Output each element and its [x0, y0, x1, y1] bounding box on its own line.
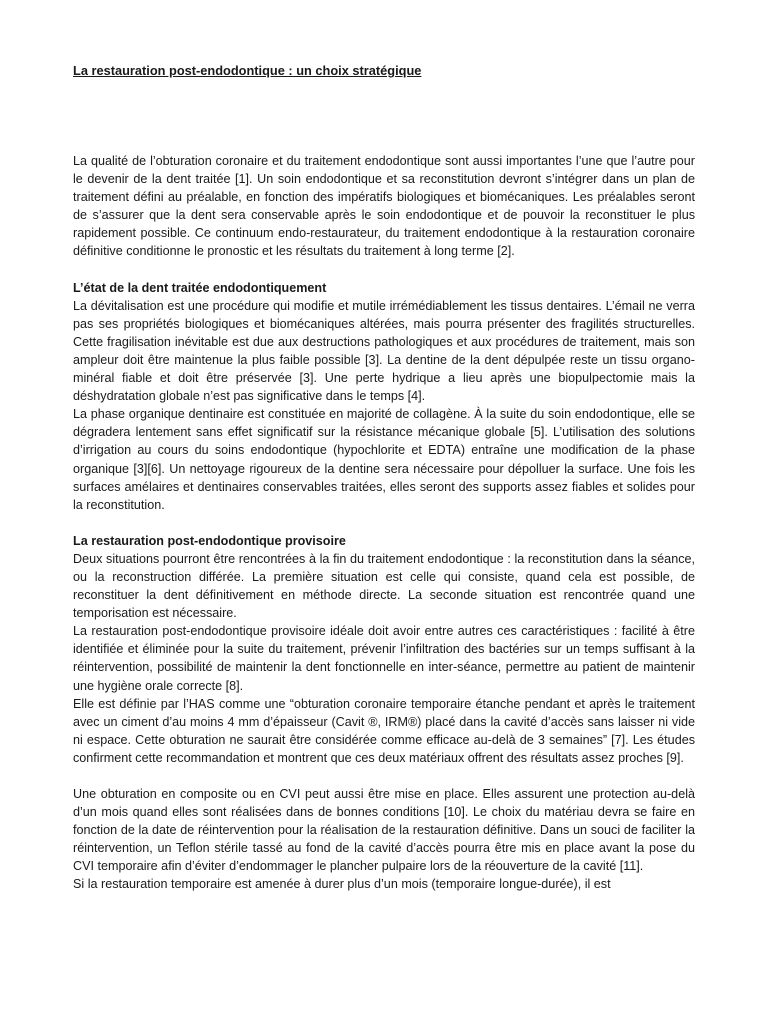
paragraph: La dévitalisation est une procédure qui modifie et mutile irrémédiablement les tissus dentaires. L’émail ne verra pas ses propriétés biologiques et biomécaniques altérées, mais pourra présenter des fragilités structurelles. Cette fragilisation inévitable est due aux destructions pathologiques et aux procédures de traitement, mais son ampleur doit être maintenue la plus faible possible [3]. La dentine de la dent dépulpée reste un tissu organo-minéral fiable et doit être préservée [3]. Une perte hydrique a lieu après une biopulpectomie mais la déshydratation globale n’est pas significative dans le temps [4]. [73, 298, 695, 404]
document-title: La restauration post-endodontique : un choix stratégique [73, 63, 422, 78]
paragraph: La restauration post-endodontique provisoire idéale doit avoir entre autres ces caractéristiques : facilité à être identifiée et éliminée pour la suite du traitement, prévenir l’infiltration des bactéries sur un temps suffisant à la réintervention, possibilité de maintenir la dent fonctionnelle en inter-séance, permettre au patient de maintenir une hygiène orale correcte [8]. [73, 624, 695, 693]
section-heading-restauration-provisoire: La restauration post-endodontique provisoire [73, 533, 346, 548]
paragraph: Deux situations pourront être rencontrées à la fin du traitement endodontique : la reconstitution dans la séance, ou la reconstruction différée. La première situation est celle qui consiste, quand cela est possible, de reconstituer la dent définitivement en méthode directe. La seconde situation est rencontrée quand une temporisation est nécessaire. [73, 551, 695, 621]
paragraph: Si la restauration temporaire est amenée à durer plus d’un mois (temporaire longue-durée), il est [73, 877, 611, 892]
section-spacing [73, 767, 695, 785]
title-spacing [73, 80, 695, 152]
document-body [73, 62, 695, 894]
section-heading-etat-dent: L’état de la dent traitée endodontiquement [73, 280, 327, 295]
paragraph: Elle est définie par l’HAS comme une “obturation coronaire temporaire étanche pendant et après le traitement avec un ciment d’au moins 4 mm d’épaisseur (Cavit ®, IRM®) placé dans la cavité d’accès sans laisser ni vide ni espace. Cette obturation ne saurait être considérée comme efficace au-delà de 3 semaines” [7]. Les études confirment cette recommandation et montrent que ces deux matériaux offrent des résultats assez proches [9]. [73, 696, 695, 765]
paragraph: La phase organique dentinaire est constituée en majorité de collagène. À la suite du soin endodontique, elle se dégradera lentement sans effet significatif sur la résistance mécanique globale [5]. L’utilisation des solutions d’irrigation au cours du soins endodontique (hypochlorite et EDTA) entraîne une modification de la phase organique [3][6]. Un nettoyage rigoureux de la dentine sera nécessaire pour dépolluer la surface. Une fois les surfaces amélaires et dentinaires conservables traitées, elles seront des supports assez fiables et solides pour la reconstitution. [73, 407, 695, 512]
paragraph: Une obturation en composite ou en CVI peut aussi être mise en place. Elles assurent une protection au-delà d’un mois quand elles sont réalisées dans de bonnes conditions [10]. Le choix du matériau devra se faire en fonction de la date de réintervention pour la réalisation de la restauration définitive. Dans un souci de faciliter la réintervention, un Teflon stérile tassé au fond de la cavité d’accès pourra être mis en place avant la pose du CVI temporaire afin d’éviter d’endommager le plancher pulpaire lors de la réouverture de la cavité [11]. [73, 787, 695, 874]
section-spacing [73, 514, 695, 532]
intro-paragraph: La qualité de l’obturation coronaire et du traitement endodontique sont aussi importantes l’une que l’autre pour le devenir de la dent traitée [1]. Un soin endodontique et sa reconstitution devront s’intégrer dans un plan de traitement défini au préalable, en fonction des impératifs biologiques et biomécaniques. Les préalables seront de s’assurer que la dent sera conservable après le soin endodontique et de pouvoir la reconstituer le plus rapidement possible. Ce continuum endo-restaurateur, du traitement endodontique à la restauration coronaire définitive conditionne le pronostic et les résultats du traitement à long terme [2]. [73, 154, 695, 259]
section-spacing [73, 261, 695, 279]
